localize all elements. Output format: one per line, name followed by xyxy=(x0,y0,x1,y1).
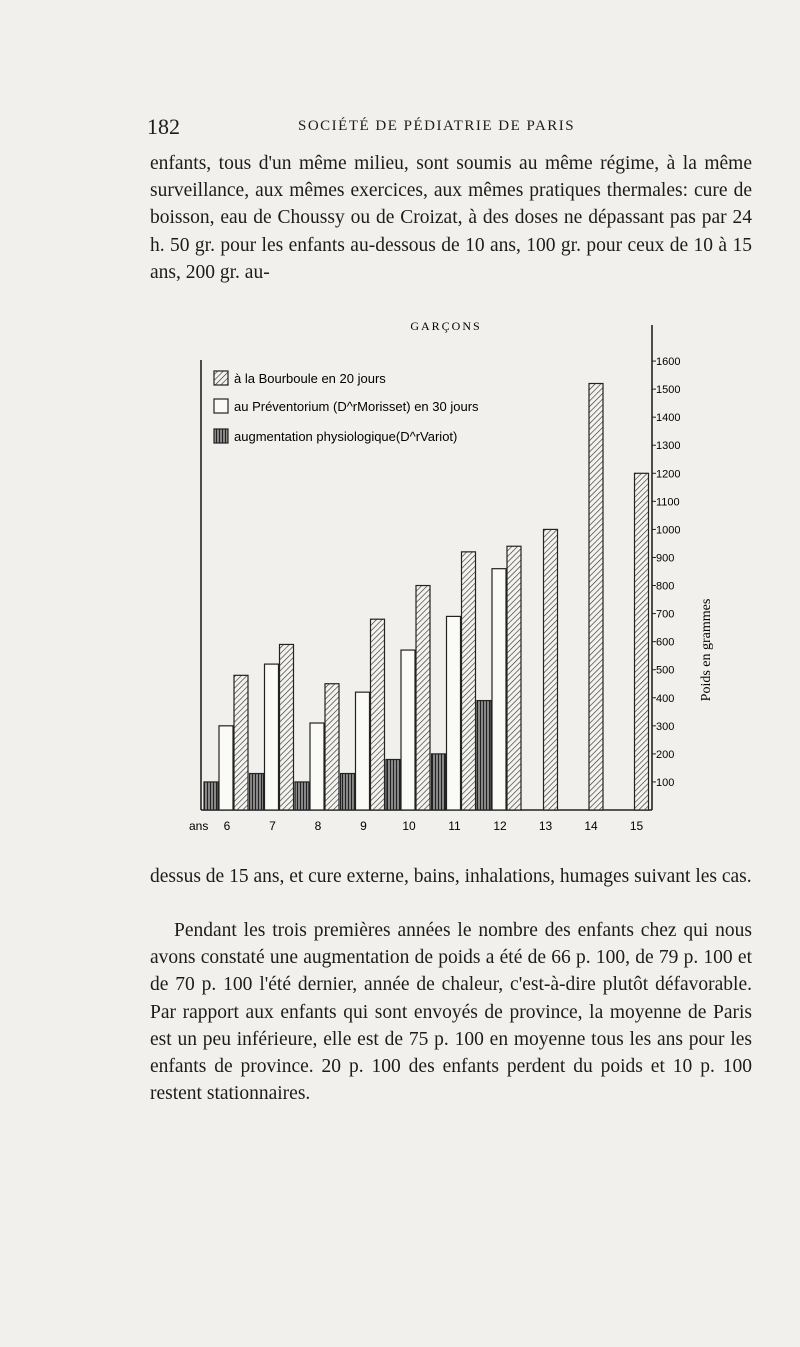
legend-swatch xyxy=(214,371,228,385)
x-tick-label: 9 xyxy=(360,819,367,833)
y-tick-label: 900 xyxy=(656,552,675,565)
bar-bourboule xyxy=(589,384,603,810)
legend-swatch xyxy=(214,429,228,443)
y-tick-label: 700 xyxy=(656,608,675,621)
paragraph-top: enfants, tous d'un même milieu, sont soumis au même régime, à la même surveillance, aux mêmes exercices, aux mêmes pratiques thermales: cure de boisson, eau de Choussy ou de Croizat, à des doses ne dépassant pas par 24 h. 50 gr. pour les enfants au-dessous de 10 ans, 100 gr. pour ceux de 10 à 15 ans, 200 gr. au- xyxy=(150,153,752,283)
bar-preventorium xyxy=(401,650,415,810)
bar-preventorium xyxy=(310,723,324,810)
y-tick-label: 1100 xyxy=(656,496,680,509)
legend-label: au Préventorium (D^rMorisset) en 30 jours xyxy=(234,399,479,414)
bar-preventorium xyxy=(356,692,370,810)
bar-physiologique xyxy=(477,701,491,810)
page-number: 182 xyxy=(147,114,180,139)
bar-bourboule xyxy=(280,644,294,810)
bar-bourboule xyxy=(234,675,248,810)
legend-label: à la Bourboule en 20 jours xyxy=(234,371,386,386)
legend-swatch xyxy=(214,399,228,413)
y-tick-label: 800 xyxy=(656,580,675,593)
x-tick-label: 14 xyxy=(584,819,598,833)
y-tick-label: 400 xyxy=(656,692,675,705)
paragraph-bottom-1: dessus de 15 ans, et cure externe, bains, inhalations, humages suivant les cas. xyxy=(150,866,752,887)
bar-bourboule xyxy=(325,684,339,810)
running-head: SOCIÉTÉ DE PÉDIATRIE DE PARIS xyxy=(298,118,576,134)
chart-bars xyxy=(204,384,649,810)
bar-preventorium xyxy=(447,616,461,810)
y-tick-label: 500 xyxy=(656,664,675,677)
bar-physiologique xyxy=(341,774,355,810)
x-tick-label: 8 xyxy=(314,819,322,833)
bar-bourboule xyxy=(507,546,521,810)
y-tick-label: 1300 xyxy=(656,440,681,453)
bar-preventorium xyxy=(265,664,279,810)
bar-bourboule xyxy=(371,619,385,810)
y-tick-label: 1500 xyxy=(656,384,681,397)
bar-bourboule xyxy=(635,473,649,810)
bar-preventorium xyxy=(219,726,233,810)
y-tick-label: 1400 xyxy=(656,412,681,425)
y-tick-label: 100 xyxy=(656,776,675,789)
y-tick-label: 1200 xyxy=(656,468,681,481)
bar-preventorium xyxy=(492,569,506,810)
legend-label: augmentation physiologique(D^rVariot) xyxy=(234,429,458,444)
y-tick-label: 600 xyxy=(656,636,675,649)
bar-bourboule xyxy=(544,529,558,810)
bar-physiologique xyxy=(386,759,400,810)
paragraph-bottom-2: Pendant les trois premières années le nombre des enfants chez qui nous avons constaté une augmentation de poids a été de 66 p. 100, de 79 p. 100 et de 70 p. 100 l'été dernier, année de chaleur, c'est-à-dire plutôt défavorable. Par rapport aux enfants qui sont envoyés de province, la moyenne de Paris est un peu inférieure, elle est de 75 p. 100 en moyenne tous les ans pour les enfants de province. 20 p. 100 des enfants perdent du poids et 10 p. 100 restent stationnaires. xyxy=(150,920,752,1105)
bar-bourboule xyxy=(462,552,476,810)
x-tick-label: 10 xyxy=(402,819,416,833)
x-tick-label: 12 xyxy=(493,819,507,833)
bar-physiologique xyxy=(250,774,264,810)
chart-legend xyxy=(214,371,479,444)
x-tick-label: 6 xyxy=(223,819,231,833)
x-tick-label: 13 xyxy=(538,819,553,833)
x-axis-label: ans xyxy=(189,819,209,833)
y-tick-label: 1000 xyxy=(656,524,681,537)
chart-title: GARÇONS xyxy=(410,319,482,333)
bar-physiologique xyxy=(432,754,446,810)
y-tick-label: 1600 xyxy=(656,356,681,369)
bar-physiologique xyxy=(295,782,309,810)
bar-bourboule xyxy=(416,586,430,810)
x-tick-label: 7 xyxy=(269,819,276,833)
y-tick-label: 200 xyxy=(656,748,675,761)
y-axis-label: Poids en grammes xyxy=(699,598,714,702)
x-tick-label: 15 xyxy=(629,819,644,833)
bar-physiologique xyxy=(204,782,218,810)
x-tick-label: 11 xyxy=(448,819,461,833)
y-tick-label: 300 xyxy=(656,720,675,733)
